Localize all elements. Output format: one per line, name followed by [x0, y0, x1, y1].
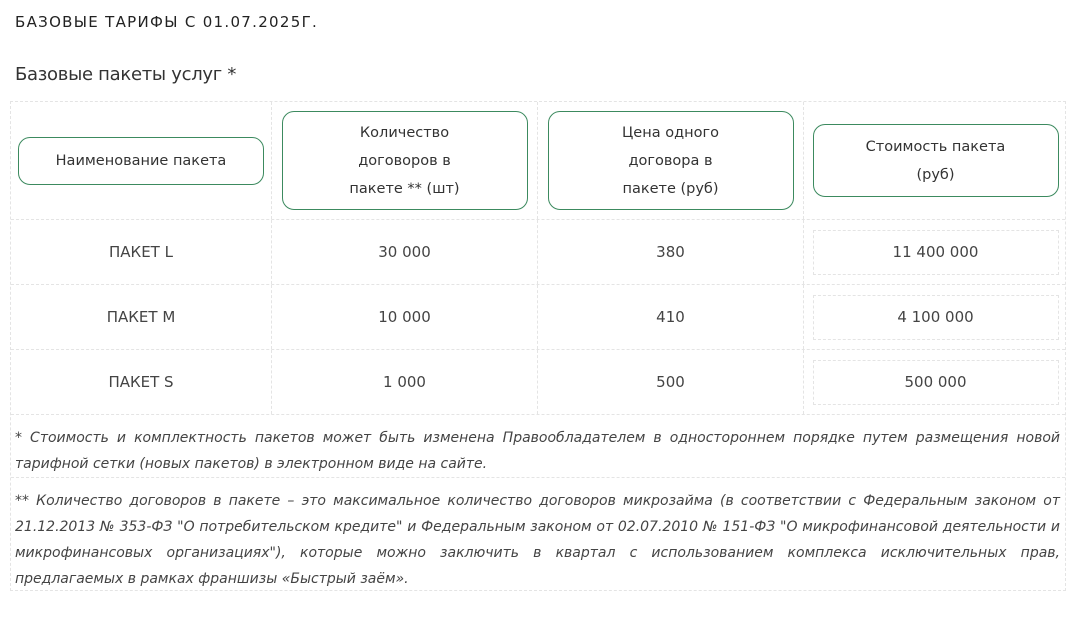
package-name-cell: ПАКЕТ L: [11, 220, 272, 284]
package-cost-cell: [804, 285, 1067, 349]
header-label-package-name: Наименование пакета: [55, 152, 227, 169]
header-pill-package-cost: [813, 124, 1059, 197]
contract-count-cell: 1 000: [272, 350, 538, 414]
package-cost-cell: [804, 350, 1067, 414]
header-cell-price: [538, 102, 804, 219]
header-label-contract-price: Цена одного договора в пакете (руб): [622, 124, 719, 197]
footnote-contract-count: ** Количество договоров в пакете – это максимальное количество договоров микрозайма (в соответствии с Федеральным законом от 21.12.2013 № 353-ФЗ "О потребительском кредите" и Федеральным законом от 02.07.2010 № 151-ФЗ "О микрофинансовой деятельности и микрофинансовых организациях"), которые можно заключить в квартал с использованием комплекса исключительных прав, предлагаемых в рамках франшизы «Быстрый заём».: [15, 493, 1060, 587]
table-header-row: [11, 102, 1065, 220]
package-cost-box: 11 400 000: [813, 230, 1059, 275]
header-pill-contract-price: [548, 111, 794, 210]
package-name-cell: ПАКЕТ S: [11, 350, 272, 414]
page-title: БАЗОВЫЕ ТАРИФЫ С 01.07.2025Г.: [15, 13, 319, 31]
header-pill-contract-count: [282, 111, 528, 210]
contract-price-cell: 500: [538, 350, 804, 414]
table-row: [11, 220, 1065, 285]
section-heading: Базовые пакеты услуг *: [15, 64, 237, 85]
header-cell-name: [11, 102, 272, 219]
header-cell-count: [272, 102, 538, 219]
package-cost-box: 500 000: [813, 360, 1059, 405]
contract-count-cell: 30 000: [272, 220, 538, 284]
table-row: [11, 285, 1065, 350]
package-cost-box: 4 100 000: [813, 295, 1059, 340]
footnote-row: [11, 478, 1065, 590]
contract-price-cell: 380: [538, 220, 804, 284]
header-label-contract-count: Количество договоров в пакете ** (шт): [349, 124, 460, 197]
footnote-row: [11, 415, 1065, 478]
tariff-table: [10, 101, 1066, 591]
package-cost-cell: [804, 220, 1067, 284]
contract-count-cell: 10 000: [272, 285, 538, 349]
table-row: [11, 350, 1065, 415]
package-name-cell: ПАКЕТ M: [11, 285, 272, 349]
footnote-price-change: * Стоимость и комплектность пакетов может быть изменена Правообладателем в одностороннем порядке путем размещения новой тарифной сетки (новых пакетов) в электронном виде на сайте.: [15, 430, 1060, 472]
header-cell-total: [804, 102, 1067, 219]
contract-price-cell: 410: [538, 285, 804, 349]
header-label-package-cost: Стоимость пакета (руб): [865, 138, 1006, 183]
header-pill-package-name: [18, 137, 264, 185]
